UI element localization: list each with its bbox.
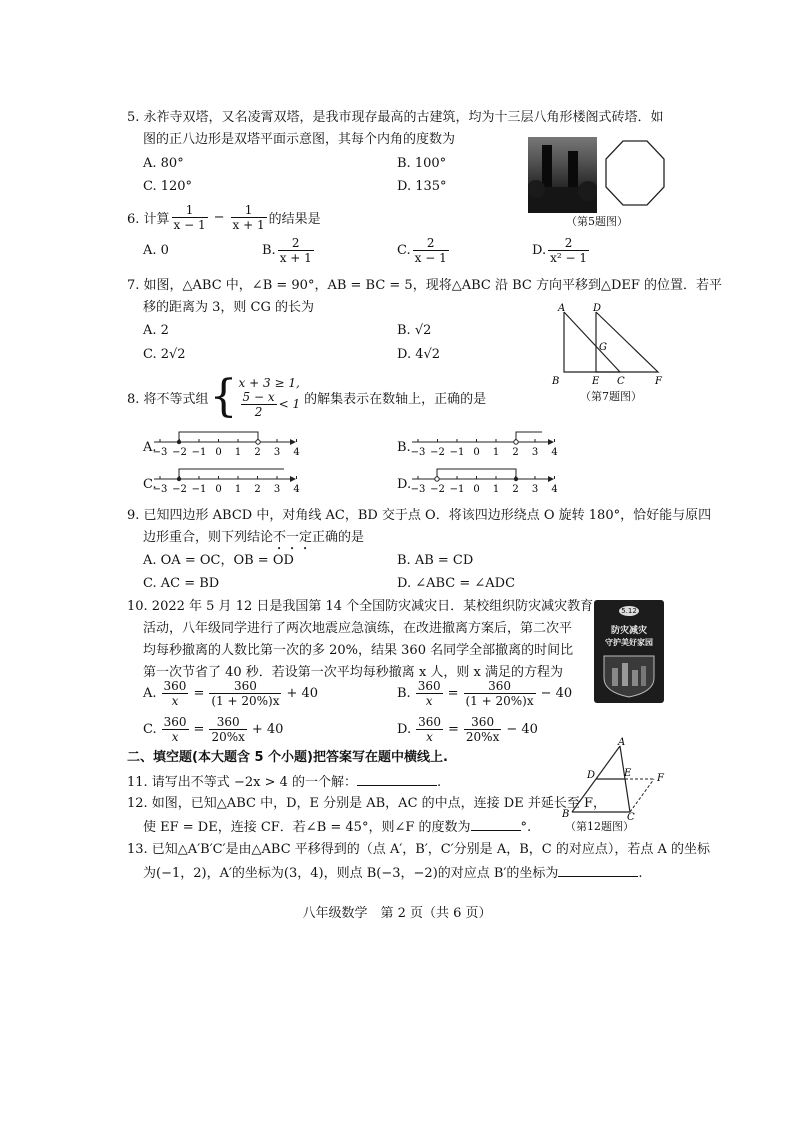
tick-label: 1 xyxy=(234,447,242,458)
q7-label-e: E xyxy=(592,376,600,387)
q10-b-rhs xyxy=(464,679,536,708)
q10-option-d xyxy=(397,711,538,747)
tick-label: −1 xyxy=(449,447,465,458)
q10-b-label: B. xyxy=(397,685,411,701)
tick-label: −3 xyxy=(152,484,168,495)
q10-line4: 第一次节省了 40 秒．若设第一次平均每秒撤离 x 人，则 x 满足的方程为 xyxy=(143,665,563,680)
q10-d-rhs xyxy=(464,715,501,744)
q5-option-a: A. 80° xyxy=(143,156,184,171)
tick-label: 4 xyxy=(293,447,300,458)
q10-d-rhs-num: 360 xyxy=(471,714,495,729)
tick-label: −1 xyxy=(191,484,207,495)
q6-option-b-num: 2 xyxy=(291,236,300,250)
tick-label: 3 xyxy=(273,447,281,458)
q6-option-b-den: x + 1 xyxy=(279,251,312,265)
tick-label: −3 xyxy=(410,484,426,495)
tick-label: 0 xyxy=(215,484,222,495)
q10-b-lhs-num: 360 xyxy=(417,678,441,693)
q13-line2-text: 为(−1，2)，A′的坐标为(3，4)，则点 B(−3，−2)的对应点 B′的坐标为 xyxy=(143,866,559,881)
q7-triangle-figure xyxy=(548,300,672,388)
q6-option-b xyxy=(262,236,316,265)
q8-option-b-label: B. xyxy=(397,440,411,455)
q12-caption: （第12题图） xyxy=(565,820,634,833)
q7-option-b: B. √2 xyxy=(397,323,432,338)
q10-d-lhs-num: 360 xyxy=(418,714,441,729)
q13-line1: 13. 已知△A′B′C′是由△ABC 平移得到的（点 A′，B′，C′分别是 A，B，C 的对应点），若点 A 的坐标 xyxy=(127,842,710,857)
q6-prefix: 6. 计算 xyxy=(127,211,170,227)
q8-ineq2-frac xyxy=(241,390,277,419)
q10-a-rhs xyxy=(209,679,281,708)
q12-label-c: C xyxy=(627,812,635,820)
tick-label: 3 xyxy=(531,447,539,458)
q6-f1-den: x − 1 xyxy=(173,217,206,232)
q6-f2-num: 1 xyxy=(244,202,253,217)
q10-b-rhs-den: (1 + 20%)x xyxy=(465,693,534,708)
q6-option-c-label: C. xyxy=(397,243,411,258)
q10-line2: 活动，八年级同学进行了两次地震应急演练，在改进撤离方案后，第二次平 xyxy=(143,621,573,636)
q8-brace: { xyxy=(209,371,238,422)
q9-option-a: A. OA = OC，OB = OD xyxy=(143,553,294,568)
tick-label: 0 xyxy=(215,447,222,458)
q9-option-b: B. AB = CD xyxy=(397,553,474,568)
q12-answer-blank[interactable] xyxy=(471,816,521,831)
q10-d-rhs-den: 20%x xyxy=(465,729,500,744)
q6-option-d-num: 2 xyxy=(564,236,573,250)
q8-ineq2 xyxy=(239,390,301,419)
q7-line2: 移的距离为 3，则 CG 的长为 xyxy=(143,300,314,315)
q10-b-rhs-num: 360 xyxy=(488,678,512,693)
tick-label: 2 xyxy=(512,447,519,458)
q5-option-c: C. 120° xyxy=(143,179,193,194)
q10-b-lhs xyxy=(416,679,443,708)
q6-f1-num: 1 xyxy=(185,202,194,217)
q8-ineq2-den: 2 xyxy=(241,404,277,419)
q9-emphasis: 不一定 xyxy=(273,530,313,545)
q6-option-a: A. 0 xyxy=(143,243,169,258)
q10-a-lhs-num: 360 xyxy=(163,678,187,693)
q9-line2 xyxy=(143,528,364,553)
q8-option-c-label: C. xyxy=(143,477,157,492)
tick-label: 1 xyxy=(492,447,500,458)
q7-label-g: G xyxy=(599,342,607,353)
q8-prefix: 8. 将不等式组 xyxy=(127,391,209,407)
q6-option-d xyxy=(532,236,591,265)
q10-line3: 均每秒撤离的人数比第一次的多 20%，结果 360 名同学全部撤离的时间比 xyxy=(143,643,574,658)
poster-title-1: 防灾减灾 xyxy=(610,626,647,636)
q7-label-d: D xyxy=(593,303,602,314)
tick-label: −3 xyxy=(410,447,426,458)
tick-label: 4 xyxy=(293,484,300,495)
q6-stem xyxy=(127,201,321,233)
q7-label-c: C xyxy=(617,376,625,387)
pagoda-silhouette xyxy=(528,137,597,213)
q10-d-eq: = xyxy=(448,721,459,737)
q6-option-c-den: x − 1 xyxy=(414,251,447,265)
q6-option-b-frac xyxy=(278,236,314,265)
q10-d-lhs-den: x xyxy=(416,729,443,744)
q12-triangle-figure xyxy=(558,736,670,820)
q12-line1: 12. 如图，已知△ABC 中，D，E 分别是 AB，AC 的中点，连接 DE 并延长至 F， xyxy=(127,796,606,811)
q6-option-c xyxy=(397,236,451,265)
q10-c-rhs-den: 20%x xyxy=(211,729,245,744)
q11 xyxy=(127,771,441,793)
twin-pagoda-photo xyxy=(528,137,597,213)
tick-label: 0 xyxy=(473,447,480,458)
q7-caption: （第7题图） xyxy=(580,390,642,403)
q6-minus: − xyxy=(213,209,225,225)
q7-label-f: F xyxy=(655,376,662,387)
q12-label-d: D xyxy=(587,770,596,781)
section-2-heading: 二、填空题(本大题含 5 个小题)把答案写在题中横线上. xyxy=(127,750,448,765)
q8-numline-a xyxy=(150,424,300,460)
tick-label: 4 xyxy=(551,447,558,458)
q10-d-tail: − 40 xyxy=(506,721,538,737)
tick-label: −1 xyxy=(449,484,465,495)
q10-a-label: A. xyxy=(143,685,157,701)
tick-label: 1 xyxy=(492,484,500,495)
q5-caption: （第5题图） xyxy=(566,215,628,228)
tick-label: 2 xyxy=(254,484,261,495)
q8-suffix: 的解集表示在数轴上，正确的是 xyxy=(304,391,487,407)
q6-option-d-label: D. xyxy=(532,243,547,258)
q7-label-b: B xyxy=(552,376,560,387)
q10-c-rhs-num: 360 xyxy=(216,714,240,729)
q10-c-tail: + 40 xyxy=(251,721,284,737)
q6-fraction-1 xyxy=(172,203,208,232)
tick-label: 3 xyxy=(273,484,281,495)
tick-label: −2 xyxy=(172,484,187,495)
q11-answer-blank[interactable] xyxy=(357,771,437,786)
q10-a-eq: = xyxy=(193,685,205,701)
poster-badge: 5.12 xyxy=(619,606,639,616)
q8-ineq2-num: 5 − x xyxy=(242,389,275,404)
q13-line2 xyxy=(143,862,643,884)
q10-c-eq: = xyxy=(193,721,205,737)
q10-c-label: C. xyxy=(143,721,157,737)
q10-b-tail: − 40 xyxy=(540,685,573,701)
q10-c-lhs-num: 360 xyxy=(163,714,187,729)
q8-numline-d xyxy=(408,461,558,497)
q6-option-c-num: 2 xyxy=(426,236,435,250)
tick-label: −2 xyxy=(430,447,445,458)
q12-label-f: F xyxy=(657,773,664,784)
q7-option-c: C. 2√2 xyxy=(143,347,186,362)
q7-option-a: A. 2 xyxy=(143,323,169,338)
tick-label: 1 xyxy=(234,484,242,495)
q6-option-d-frac xyxy=(548,236,589,265)
q10-c-lhs-den: x xyxy=(162,729,189,744)
q6-option-c-frac xyxy=(413,236,449,265)
q6-option-d-den: x² − 1 xyxy=(550,251,587,265)
q5-line1: 5. 永祚寺双塔，又名凌霄双塔，是我市现存最高的古建筑，均为十三层八角形楼阁式砖塔．如 xyxy=(127,110,664,125)
q10-a-rhs-den: (1 + 20%)x xyxy=(211,693,280,708)
q9-line1: 9. 已知四边形 ABCD 中，对角线 AC，BD 交于点 O．将该四边形绕点 O 旋转 180°，恰好能与原四 xyxy=(127,508,712,523)
tick-label: −2 xyxy=(430,484,445,495)
q7-line1: 7. 如图，△ABC 中，∠B = 90°，AB = BC = 5，现将△ABC 沿 BC 方向平移到△DEF 的位置．若平 xyxy=(127,278,723,293)
q8-ineq1: x + 3 ≥ 1, xyxy=(238,375,300,390)
q9-line2-c: 正确的是 xyxy=(312,530,365,545)
tick-label: 3 xyxy=(531,484,539,495)
q10-d-label: D. xyxy=(397,721,412,737)
tick-label: 2 xyxy=(512,484,519,495)
q8-numline-b xyxy=(408,424,558,460)
tick-label: 4 xyxy=(551,484,558,495)
q12-line2 xyxy=(143,816,531,838)
q5-line2: 图的正八边形是双塔平面示意图，其每个内角的度数为 xyxy=(143,132,456,147)
q11-end: . xyxy=(437,775,442,790)
q5-option-b: B. 100° xyxy=(397,156,447,171)
q12-end: °. xyxy=(520,820,532,835)
q10-d-lhs xyxy=(416,715,443,744)
q8-ineq2-rel: < 1 xyxy=(278,397,301,411)
q10-b-eq: = xyxy=(447,685,459,701)
q12-line2-text: 使 EF = DE，连接 CF．若∠B = 45°，则∠F 的度数为 xyxy=(143,820,471,835)
q10-a-tail: + 40 xyxy=(286,685,319,701)
q10-option-a xyxy=(143,675,318,711)
q8-option-a-label: A. xyxy=(143,440,157,455)
q10-a-lhs-den: x xyxy=(162,693,189,708)
q8-system xyxy=(239,376,301,419)
q9-option-c: C. AC = BD xyxy=(143,576,220,591)
q7-option-d: D. 4√2 xyxy=(397,347,441,362)
q6-fraction-2 xyxy=(231,203,267,232)
q10-b-lhs-den: x xyxy=(416,693,443,708)
q6-suffix: 的结果是 xyxy=(268,211,321,227)
tick-label: 2 xyxy=(254,447,261,458)
poster-shield-icon xyxy=(600,654,658,698)
q8-stem xyxy=(127,368,486,426)
q10-a-rhs-num: 360 xyxy=(233,678,257,693)
tick-label: −3 xyxy=(152,447,168,458)
tick-label: −2 xyxy=(172,447,187,458)
q13-end: . xyxy=(638,866,643,881)
q12-label-e: E xyxy=(624,768,632,779)
q9-option-d: D. ∠ABC = ∠ADC xyxy=(397,576,516,591)
q11-text: 11. 请写出不等式 −2x > 4 的一个解： xyxy=(127,775,357,790)
q10-c-rhs xyxy=(209,715,246,744)
q10-line1: 10. 2022 年 5 月 12 日是我国第 14 个全国防灾减灾日．某校组织防灾减灾教育 xyxy=(127,599,594,614)
q10-option-c xyxy=(143,711,283,747)
q7-label-a: A xyxy=(558,303,566,314)
q12-label-a: A xyxy=(618,737,626,748)
q10-c-lhs xyxy=(162,715,189,744)
page-footer: 八年级数学 第 2 页（共 6 页） xyxy=(302,906,492,921)
q10-a-lhs xyxy=(162,679,189,708)
q8-option-d-label: D. xyxy=(397,477,412,492)
poster-title-2: 守护美好家园 xyxy=(605,638,653,647)
q9-line2-a: 边形重合，则下列结论 xyxy=(143,530,274,545)
q12-label-b: B xyxy=(562,809,570,820)
q13-answer-blank[interactable] xyxy=(558,862,638,877)
q6-option-b-label: B. xyxy=(262,243,276,258)
tick-label: −1 xyxy=(191,447,207,458)
disaster-poster xyxy=(594,600,664,703)
q6-f2-den: x + 1 xyxy=(232,217,265,232)
q8-numline-c xyxy=(150,461,300,497)
q5-option-d: D. 135° xyxy=(397,179,447,194)
q10-option-b xyxy=(397,675,572,711)
tick-label: 0 xyxy=(473,484,480,495)
octagon-diagram xyxy=(604,138,666,208)
